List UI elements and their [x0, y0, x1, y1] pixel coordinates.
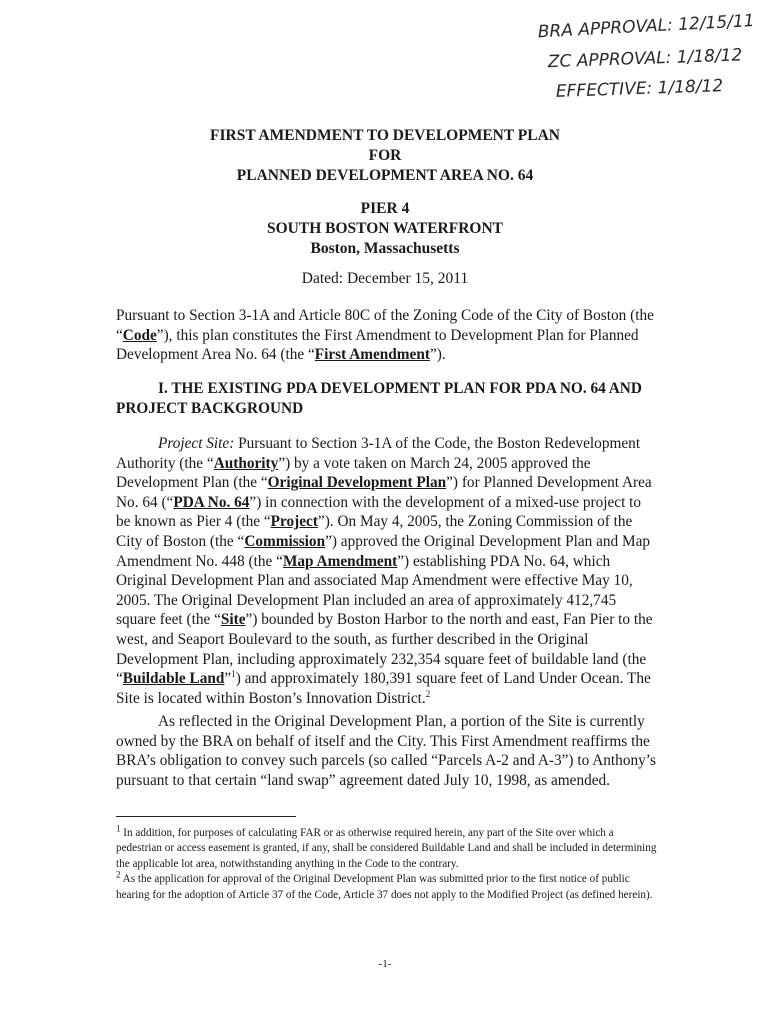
p2-text-1: Pursuant to Section 3-1A of the Code, the Boston Redevelopment Authority (the “ [116, 435, 641, 472]
page-number: -1- [378, 958, 392, 970]
footnote-2 [116, 869, 658, 903]
footnote-divider [116, 816, 296, 817]
intro-text-3: ”). [429, 346, 446, 364]
p2-text-5: ”). On May 4, 2005, the Zoning Commission of the City of Boston (the “ [116, 513, 633, 550]
document-title-line-2: FOR [368, 147, 402, 164]
defined-term-map-amendment: Map Amendment [282, 552, 398, 570]
document-title-line-1: FIRST AMENDMENT TO DEVELOPMENT PLAN [210, 127, 560, 144]
footnote-2-mark: 2 [116, 869, 121, 880]
land-swap-paragraph: As reflected in the Original Development Plan, a portion of the Site is currently owned by the BRA on behalf of itself and the City. This First Amendment reaffirms the BRA’s obligation to convey such parcels (so called “Parcels A-2 and A-3”) to Anthony’s pursuant to that certain “land swap” agreement dated July 10, 1998, as amended. [116, 713, 656, 789]
project-location: SOUTH BOSTON WATERFRONT [266, 220, 503, 237]
defined-term-pda-no-64: PDA No. 64 [173, 493, 250, 511]
p2-text-8: ”) bounded by Boston Harbor to the north and east, Fan Pier to the west, and Seaport Boulevard to the south, as further described in the Original Development Plan, including approximately 232,354 square feet of buildable land (the “ [116, 611, 653, 688]
p2-text-6: ”) approved the Original Development Plan and Map Amendment No. 448 (the “ [116, 532, 651, 570]
defined-term-original-development-plan: Original Development Plan [267, 474, 447, 492]
p2-text-3: ”) for Planned Development Area No. 64 (“ [116, 474, 652, 511]
footnote-2-text: As the application for approval of the Original Development Plan was submitted prior to the first notice of public hearing for the adoption of Article 37 of the Code, Article 37 does not apply to the Modified Project (as defined herein). [116, 873, 653, 901]
footnote-ref-1: 1 [231, 669, 236, 680]
defined-term-site: Site [220, 611, 246, 629]
defined-term-buildable-land: Buildable Land [122, 670, 225, 688]
footnote-1-mark: 1 [116, 823, 121, 834]
section-heading: I. THE EXISTING PDA DEVELOPMENT PLAN FOR PDA NO. 64 AND PROJECT BACKGROUND [116, 380, 642, 417]
handwritten-approval-notes [520, 6, 770, 116]
defined-term-commission: Commission [244, 532, 326, 550]
defined-term-code: Code [122, 326, 157, 344]
document-date: Dated: December 15, 2011 [301, 270, 469, 287]
handwritten-bra-approval: BRA APPROVAL: 12/15/11 [537, 11, 756, 43]
defined-term-project: Project [270, 513, 318, 531]
project-name: PIER 4 [360, 200, 410, 217]
p2-text-4: ”) in connection with the development of a mixed-use project to be known as Pier 4 (the “ [116, 493, 642, 531]
footnote-1 [116, 823, 658, 872]
document-title-line-3: PLANNED DEVELOPMENT AREA NO. 64 [236, 167, 534, 184]
project-site-paragraph [116, 434, 658, 708]
p2-text-9: ” [224, 670, 232, 688]
p2-text-10: ) and approximately 180,391 square feet of Land Under Ocean. The Site is located within Boston’s Innovation District. [116, 670, 651, 707]
project-city: Boston, Massachusetts [310, 240, 460, 257]
p2-text-7: ”) establishing PDA No. 64, which Original Development Plan and associated Map Amendment were effective May 10, 2005. The Original Development Plan included an area of approximately 412,745 square feet (the “ [116, 552, 633, 629]
footnote-ref-2: 2 [425, 688, 431, 699]
footnote-1-text: In addition, for purposes of calculating FAR or as otherwise required herein, any part of the Site over which a pedestrian or access easement is granted, if any, shall be considered Buildable Land and shall be included in determining the applicable lot area, notwithstanding anything in the Code to the contrary. [116, 827, 657, 870]
intro-text-1: Pursuant to Section 3-1A and Article 80C of the Zoning Code of the City of Boston (the “ [116, 307, 654, 344]
p2-text-2: ”) by a vote taken on March 24, 2005 approved the Development Plan (the “ [116, 454, 591, 492]
handwritten-zc-approval: ZC APPROVAL: 1/18/12 [547, 45, 743, 73]
footnotes [116, 823, 658, 903]
defined-term-first-amendment: First Amendment [314, 346, 430, 364]
intro-paragraph [116, 306, 658, 365]
defined-term-authority: Authority [213, 454, 279, 472]
handwritten-effective-date: EFFECTIVE: 1/18/12 [555, 76, 724, 102]
intro-text-2: ”), this plan constitutes the First Amendment to Development Plan for Planned Development Area No. 64 (the “ [116, 326, 639, 364]
project-site-label: Project Site: [158, 435, 235, 452]
